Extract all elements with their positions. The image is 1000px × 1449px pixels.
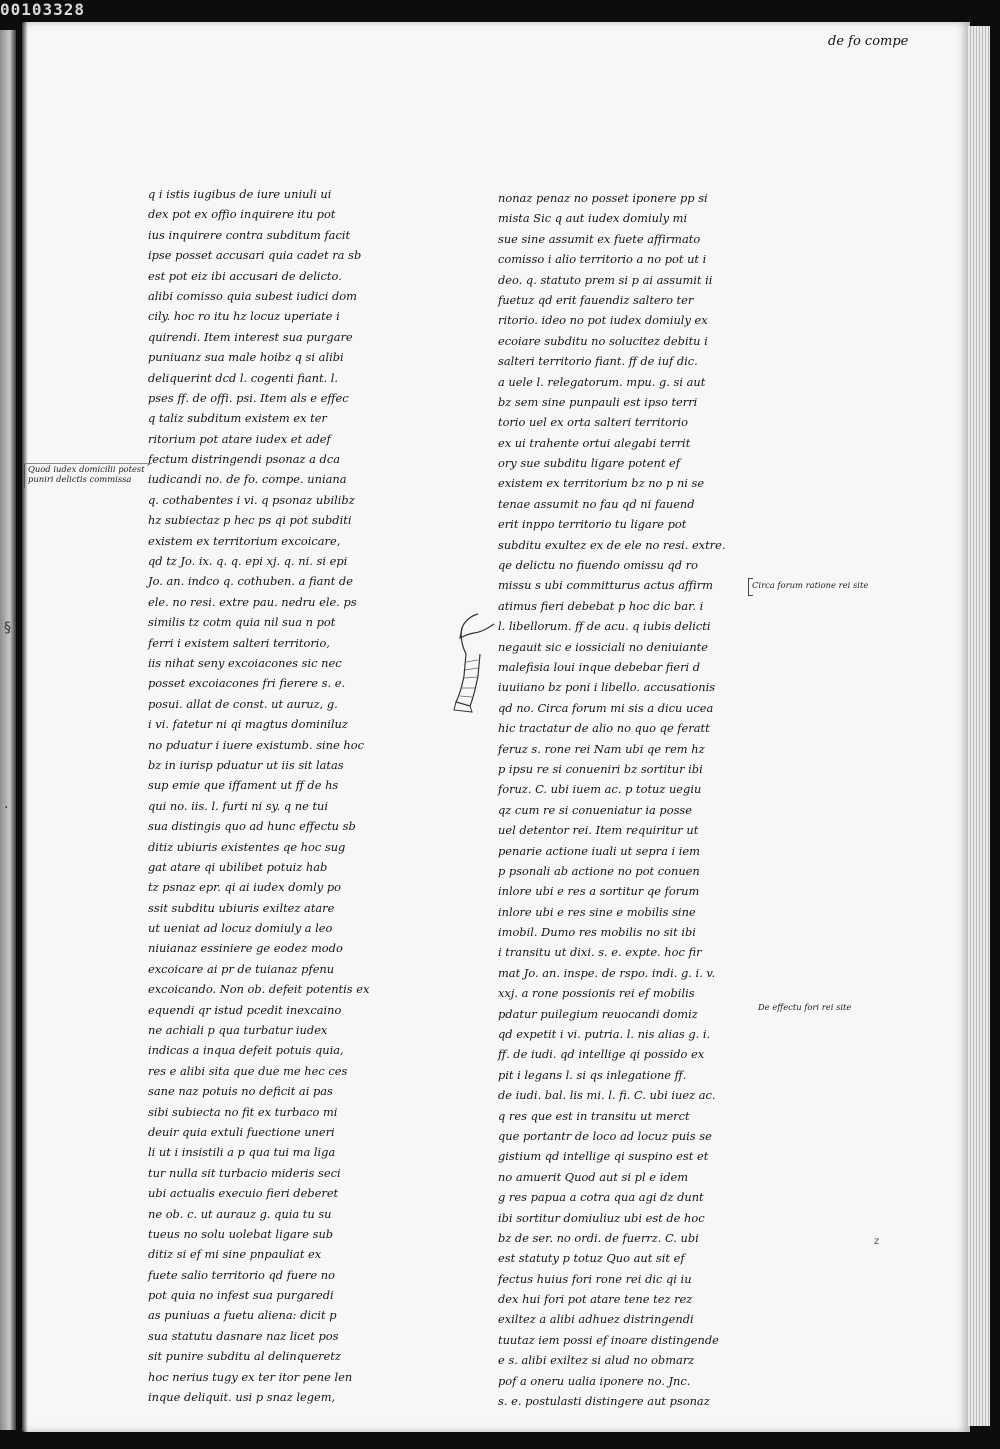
column-left-line: i vi. fatetur ni qi magtus dominiluz [148, 717, 348, 732]
column-left-line: pses ff. de offi. psi. Item als e effec [148, 390, 349, 405]
column-left-line: Jo. an. indco q. cothuben. a fiant de [148, 574, 353, 589]
column-right-line: qe delictu no fiuendo omissu qd ro [498, 558, 698, 573]
column-left-line: tueus no solu uolebat ligare sub [148, 1226, 334, 1241]
margin-note-left-line-1: Quod iudex domicilii potest [28, 464, 145, 474]
column-right-line: qd no. Circa forum mi sis a dicu ucea [498, 700, 714, 715]
column-left-line: fectum distringendi psonaz a dca [148, 452, 340, 467]
column-left-line: alibi comisso quia subest iudici dom [148, 288, 357, 303]
column-right-line: qd expetit i vi. putria. l. nis alias g. i. [498, 1027, 711, 1042]
column-right-line: pit i legans l. si qs inlegatione ff. [498, 1067, 687, 1082]
column-right-line: bz de ser. no ordi. de fuerrz. C. ubi [498, 1230, 699, 1245]
column-right-line: p ipsu re si conueniri bz sortitur ibi [498, 761, 703, 776]
column-right-line: i transitu ut dixi. s. e. expte. hoc fir [498, 945, 702, 960]
column-right-line: de iudi. bal. lis mi. l. fi. C. ubi iuez ac. [498, 1088, 716, 1103]
column-right-line: deo. q. statuto prem si p ai assumit ii [498, 272, 713, 287]
column-left-line: puniuanz sua male hoibz q si alibi [148, 350, 344, 365]
column-right-line: atimus fieri debebat p hoc dic bar. i [498, 598, 704, 613]
column-left-line: hz subiectaz p hec ps qi pot subditi [148, 513, 352, 528]
column-left-line: posset excoiacones fri fierere s. e. [148, 676, 346, 691]
column-right-line: mat Jo. an. inspe. de rspo. indi. g. i. v. [498, 965, 716, 980]
column-left-line: ius inquirere contra subditum facit [148, 227, 351, 242]
previous-page-edge [0, 30, 16, 1430]
column-right-line: que portantr de loco ad locuz puis se [498, 1128, 712, 1143]
margin-note-right-forum: Circa forum ratione rei site [752, 580, 869, 590]
column-left-line: hoc nerius tugy ex ter itor pene len [148, 1369, 353, 1384]
column-right-line: a uele l. relegatorum. mpu. g. si aut [498, 374, 706, 389]
text-column-left [148, 184, 400, 1405]
running-head: de fo compe [828, 34, 909, 49]
column-left-line: excoicare ai pr de tuianaz pfenu [148, 961, 335, 976]
column-right-line: comisso i alio territorio a no pot ut i [498, 252, 707, 267]
column-left-line: iudicandi no. de fo. compe. uniana [148, 472, 347, 487]
column-left-line: ditiz ubiuris existentes qe hoc sug [148, 839, 346, 854]
column-right-line: bz sem sine punpauli est ipso terri [498, 394, 698, 409]
column-left-line: tz psnaz epr. qi ai iudex domly po [148, 880, 342, 895]
manicule-pointing-hand-icon [448, 606, 498, 714]
column-right-line: e s. alibi exiltez si alud no obmarz [498, 1353, 695, 1368]
column-left-line: ferri i existem salteri territorio, [148, 635, 330, 650]
column-right-line: gistium qd intellige qi suspino est et [498, 1149, 709, 1164]
column-left-line: as puniuas a fuetu aliena: dicit p [148, 1308, 337, 1323]
archive-stamp: 00103328 [0, 0, 86, 19]
column-right-line: existem ex territorium bz no p ni se [498, 476, 705, 491]
column-right-line: xxj. a rone possionis rei ef mobilis [498, 986, 695, 1001]
column-right-line: inlore ubi e res a sortitur qe forum [498, 884, 700, 899]
column-right-line: fectus huius fori rone rei dic qi iu [498, 1271, 692, 1286]
column-left-line: ssit subditu ubiuris exiltez atare [148, 900, 335, 915]
column-left-line: no pduatur i iuere existumb. sine hoc [148, 737, 364, 752]
column-right-line: p psonali ab actione no pot conuen [498, 863, 700, 878]
column-right-line: tenae assumit no fau qd ni fauend [498, 496, 695, 511]
column-left-line: qui no. iis. l. furti ni sy. q ne tui [148, 798, 328, 813]
column-left-line: sit punire subditu al delinqueretz [148, 1349, 341, 1364]
column-right-line: pof a oneru ualia iponere no. Jnc. [498, 1373, 691, 1388]
column-left-line: sibi subiecta no fit ex turbaco mi [148, 1104, 338, 1119]
column-left-line: gat atare qi ubilibet potuiz hab [148, 859, 328, 874]
column-right-line: tuutaz iem possi ef inoare distingende [498, 1332, 719, 1347]
column-right-line: mista Sic q aut iudex domiuly mi [498, 211, 688, 226]
text-column-right [498, 188, 746, 1409]
column-left-line: similis tz cotm quia nil sua n pot [148, 615, 336, 630]
column-right-line: uel detentor rei. Item requiritur ut [498, 823, 699, 838]
column-left-line: tur nulla sit turbacio mideris seci [148, 1165, 341, 1180]
column-right-line: missu s ubi committurus actus affirm [498, 578, 713, 593]
column-left-line: li ut i insistili a p qua tui ma liga [148, 1145, 336, 1160]
column-right-line: erit inppo territorio tu ligare pot [498, 517, 687, 532]
column-left-line: deuir quia extuli fuectione uneri [148, 1124, 335, 1139]
column-right-line: ex ui trahente ortui alegabi territ [498, 435, 691, 450]
column-right-line: salteri territorio fiant. ff de iuf dic. [498, 354, 698, 369]
column-left-line: pot quia no infest sua purgaredi [148, 1288, 334, 1303]
column-left-line: q i istis iugibus de iure uniuli ui [148, 187, 332, 201]
column-left-line: cily. hoc ro itu hz locuz uperiate i [148, 309, 340, 324]
column-right-line: hic tractatur de alio no quo qe feratt [498, 721, 710, 736]
column-right-line: iuuiiano bz poni i libello. accusationis [498, 680, 716, 695]
column-left-line: fuete salio territorio qd fuere no [148, 1267, 335, 1282]
column-right-line: torio uel ex orta salteri territorio [498, 415, 688, 430]
column-right-line: l. libellorum. ff de acu. q iubis delicti [498, 619, 711, 634]
column-right-line: penarie actione iuali ut sepra i iem [498, 843, 700, 858]
column-right-line: ritorio. ideo no pot iudex domiuly ex [498, 313, 708, 328]
column-right-line: est statuty p totuz Quo aut sit ef [498, 1251, 685, 1266]
column-left-line: posui. allat de const. ut auruz, g. [148, 696, 338, 711]
column-right-line: foruz. C. ubi iuem ac. p totuz uegiu [498, 782, 702, 797]
column-right-line: nonaz penaz no posset iponere pp si [498, 191, 708, 205]
column-left-line: ut ueniat ad locuz domiuly a leo [148, 921, 333, 936]
column-left-line: ipse posset accusari quia cadet ra sb [148, 248, 362, 263]
column-left-line: ne ob. c. ut aurauz g. quia tu su [148, 1206, 332, 1221]
column-right-line: ecoiare subditu no solucitez debitu i [498, 333, 708, 348]
column-right-line: exiltez a alibi adhuez distringendi [498, 1312, 694, 1327]
column-left-line: ne achiali p qua turbatur iudex [148, 1023, 328, 1038]
page-gutter-shadow [22, 22, 28, 1432]
column-left-line: sup emie que iffament ut ff de hs [148, 778, 339, 793]
column-right-line: sue sine assumit ex fuete affirmato [498, 231, 701, 246]
column-left-line: iis nihat seny excoiacones sic nec [148, 655, 342, 670]
column-right-line: no amuerit Quod aut si pl e idem [498, 1169, 689, 1184]
column-right-line: subditu exultez ex de ele no resi. extre. [498, 537, 726, 552]
column-right-line: dex hui fori pot atare tene tez rez [498, 1292, 693, 1307]
column-left-line: niuianaz essiniere ge eodez modo [148, 941, 343, 956]
column-right-line: ibi sortitur domiuliuz ubi est de hoc [498, 1210, 705, 1225]
column-right-line: feruz s. rone rei Nam ubi qe rem hz [498, 741, 705, 756]
column-right-line: negauit sic e iossiciali no deniuiante [498, 639, 708, 654]
column-left-line: ele. no resi. extre pau. nedru ele. ps [148, 594, 357, 609]
margin-note-right-effect: De effectu fori rei site [758, 1002, 852, 1012]
column-left-line: indicas a inqua defeit potuis quia, [148, 1043, 344, 1058]
column-right-line: ory sue subditu ligare potent ef [498, 456, 680, 471]
column-right-line: q res que est in transitu ut merct [498, 1108, 690, 1123]
column-left-line: deliquerint dcd l. cogenti fiant. l. [148, 370, 339, 385]
column-right-line: qz cum re si conueniatur ia posse [498, 802, 693, 817]
edge-mark: § [4, 620, 11, 636]
column-right-line: ff. de iudi. qd intellige qi possido ex [498, 1047, 705, 1062]
column-left-line: qd tz Jo. ix. q. q. epi xj. q. ni. si epi [148, 554, 348, 569]
column-left-line: existem ex territorium excoicare, [148, 533, 341, 548]
edge-mark: · [4, 800, 9, 816]
column-left-line: inque deliquit. usi p snaz legem, [148, 1390, 336, 1405]
column-left-line: dex pot ex offio inquirere itu pot [148, 207, 336, 222]
column-left-line: excoicando. Non ob. defeit potentis ex [148, 982, 370, 997]
column-left-line: ditiz si ef mi sine pnpauliat ex [148, 1247, 322, 1262]
column-left-line: bz in iurisp pduatur ut iis sit latas [148, 757, 344, 772]
column-right-line: malefisia loui inque debebar fieri d [498, 659, 701, 674]
column-right-line: imobil. Dumo res mobilis no sit ibi [498, 925, 696, 940]
margin-note-left-line-2: puniri delictis commissa [28, 474, 132, 484]
margin-note-left [24, 463, 152, 488]
column-left-line: q taliz subditum existem ex ter [148, 411, 327, 426]
column-right-line: fuetuz qd erit fauendiz saltero ter [498, 292, 694, 307]
column-left-line: est pot eiz ibi accusari de delicto. [148, 268, 342, 283]
column-left-line: sua statutu dasnare naz licet pos [148, 1328, 339, 1343]
column-right-line: pdatur puilegium reuocandi domiz [498, 1006, 698, 1021]
column-left-line: res e alibi sita que due me hec ces [148, 1063, 348, 1078]
column-left-line: q. cothabentes i vi. q psonaz ubilibz [148, 492, 355, 507]
column-left-line: ubi actualis execuio fieri deberet [148, 1186, 339, 1201]
column-left-line: equendi qr istud pcedit inexcaino [148, 1002, 342, 1017]
column-right-line: s. e. postulasti distingere aut psonaz [498, 1394, 710, 1409]
column-left-line: sua distingis quo ad hunc effectu sb [148, 819, 356, 834]
page-stack-edge [968, 26, 990, 1426]
foot-mark: z [874, 1236, 880, 1247]
column-right-line: g res papua a cotra qua agi dz dunt [498, 1190, 704, 1205]
column-left-line: quirendi. Item interest sua purgare [148, 329, 353, 344]
column-left-line: ritorium pot atare iudex et adef [148, 431, 331, 446]
column-right-line: inlore ubi e res sine e mobilis sine [498, 904, 696, 919]
column-left-line: sane naz potuis no deficit ai pas [148, 1084, 333, 1099]
